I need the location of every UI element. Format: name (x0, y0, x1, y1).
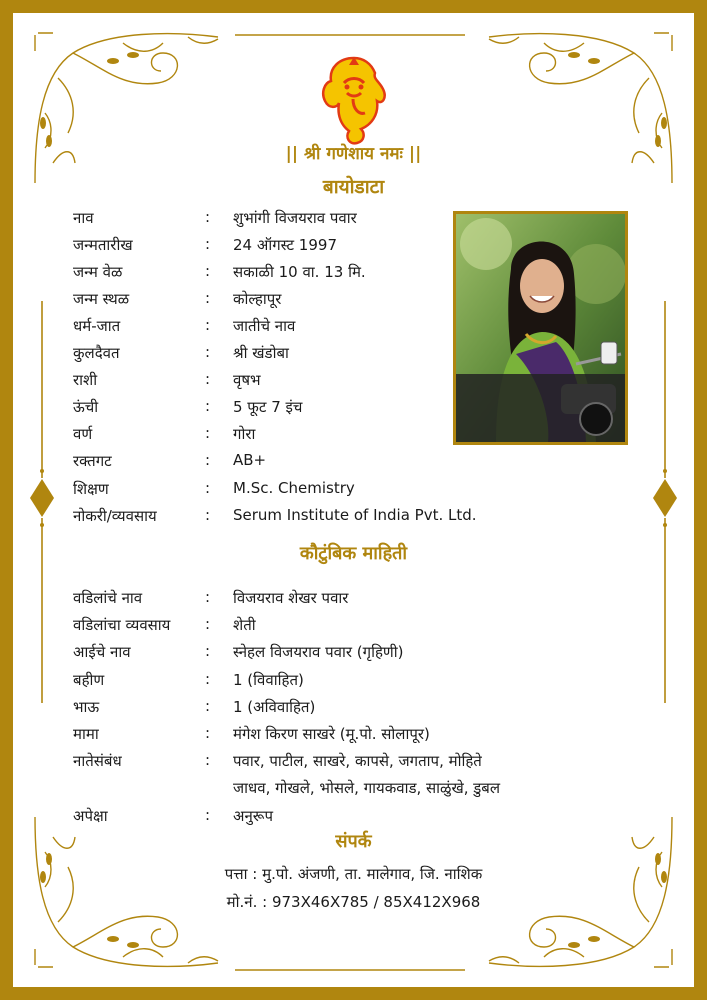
row-label: रक्तगट (73, 452, 112, 470)
row-value: 5 फूट 7 इंच (233, 398, 303, 416)
row-value: शुभांगी विजयराव पवार (233, 209, 357, 227)
row-value: M.Sc. Chemistry (233, 479, 355, 497)
row-separator: : (205, 670, 211, 688)
row-separator: : (205, 451, 211, 469)
row-value: गोरा (233, 425, 256, 443)
row-value: अनुरूप (233, 807, 273, 825)
row-value: Serum Institute of India Pvt. Ltd. (233, 506, 477, 524)
row-value: सकाळी 10 वा. 13 मि. (233, 263, 366, 281)
row-separator: : (205, 289, 211, 307)
row-separator: : (205, 751, 211, 769)
row-value: मंगेश किरण साखरे (मू.पो. सोलापूर) (233, 725, 430, 743)
row-value: 1 (अविवाहित) (233, 698, 316, 716)
row-label: जन्मतारीख (73, 236, 133, 254)
row-label: बहीण (73, 671, 105, 689)
row-label: अपेक्षा (73, 807, 108, 825)
row-label: जन्म वेळ (73, 263, 123, 281)
row-label: मामा (73, 725, 99, 743)
contact-address: पत्ता : मु.पो. अंजणी, ता. मालेगाव, जि. नाशिक (224, 865, 483, 883)
profile-photo (453, 211, 628, 445)
row-separator: : (205, 397, 211, 415)
row-separator: : (205, 697, 211, 715)
row-label: कुलदैवत (73, 344, 120, 362)
row-separator: : (205, 262, 211, 280)
row-separator: : (205, 370, 211, 388)
row-separator: : (205, 642, 211, 660)
row-separator: : (205, 724, 211, 742)
row-separator: : (205, 235, 211, 253)
row-label: वर्ण (73, 425, 93, 443)
row-separator: : (205, 506, 211, 524)
row-label: भाऊ (73, 698, 100, 716)
row-value: जाधव, गोखले, भोसले, गायकवाड, साळुंखे, डुबल (233, 779, 501, 797)
row-separator: : (205, 208, 211, 226)
family-section-title: कौटुंबिक माहिती (299, 543, 408, 564)
row-label: शिक्षण (73, 480, 109, 498)
row-value: कोल्हापूर (233, 290, 282, 308)
row-separator: : (205, 615, 211, 633)
contact-section-title: संपर्क (335, 831, 372, 852)
row-separator: : (205, 806, 211, 824)
row-separator: : (205, 424, 211, 442)
row-value: 24 ऑगस्ट 1997 (233, 236, 337, 254)
row-label: वडिलांचा व्यवसाय (73, 616, 171, 634)
row-label: ऊंची (73, 398, 99, 416)
row-separator: : (205, 343, 211, 361)
row-value: पवार, पाटील, साखरे, कापसे, जगताप, मोहिते (233, 752, 482, 770)
row-label: नाव (73, 209, 94, 227)
row-value: स्नेहल विजयराव पवार (गृहिणी) (233, 643, 404, 661)
row-label: नातेसंबंध (73, 752, 122, 770)
row-separator: : (205, 316, 211, 334)
row-value: शेती (233, 616, 256, 634)
row-value: AB+ (233, 451, 267, 469)
row-value: जातीचे नाव (233, 317, 296, 335)
row-value: विजयराव शेखर पवार (233, 589, 349, 607)
row-value: वृषभ (233, 371, 261, 389)
row-label: धर्म-जात (73, 317, 121, 335)
profile-photo-illustration (456, 214, 625, 442)
row-value: 1 (विवाहित) (233, 671, 304, 689)
row-label: जन्म स्थळ (73, 290, 130, 308)
row-label: राशी (73, 371, 98, 389)
row-value: श्री खंडोबा (233, 344, 289, 362)
ganesh-emblem-icon (319, 53, 389, 148)
mantra-heading: || श्री गणेशाय नमः || (285, 144, 422, 164)
row-separator: : (205, 588, 211, 606)
page-title: बायोडाटा (322, 176, 385, 198)
row-label: नोकरी/व्यवसाय (73, 507, 157, 525)
contact-phone: मो.नं. : 973X46X785 / 85X412X968 (226, 893, 481, 911)
row-label: वडिलांचे नाव (73, 589, 143, 607)
row-separator: : (205, 479, 211, 497)
row-label: आईचे नाव (73, 643, 131, 661)
